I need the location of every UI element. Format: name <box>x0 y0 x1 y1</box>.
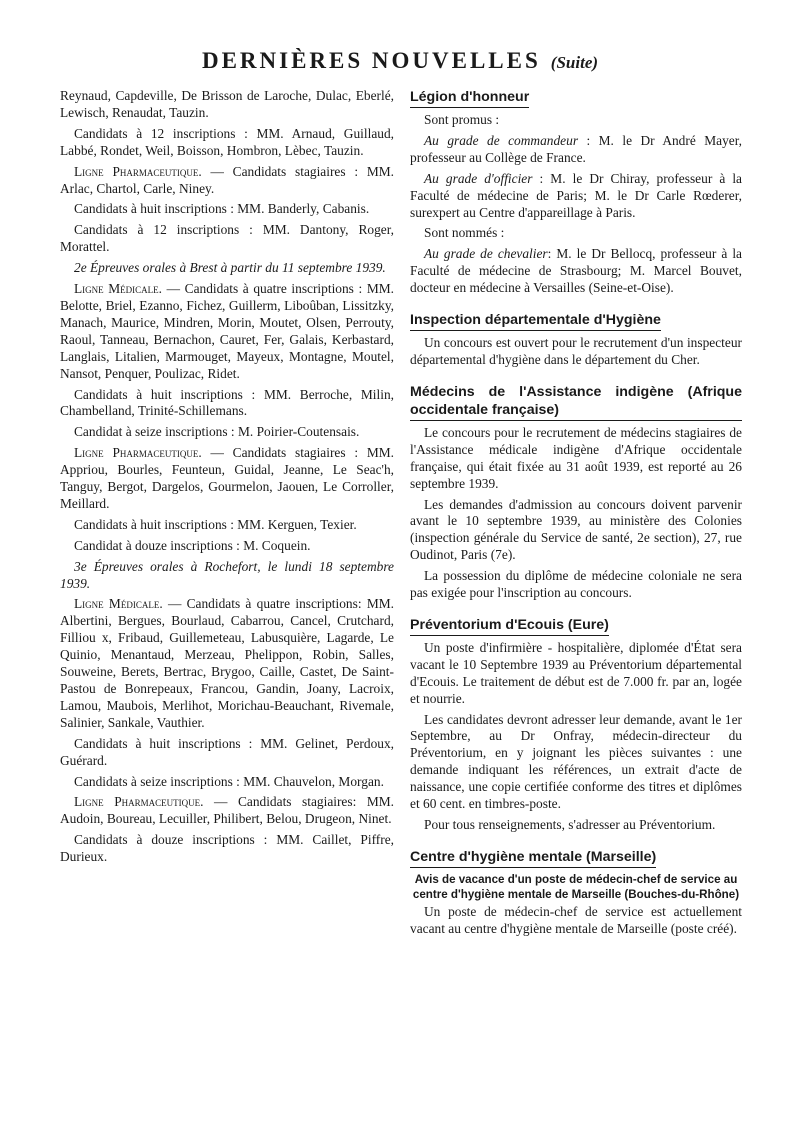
grade-label: Au grade d'officier <box>424 170 533 186</box>
para-text: : M. le Dr André Mayer, professeur au Collège de France. <box>410 132 742 165</box>
left-para-1: Reynaud, Capdeville, De Brisson de Laroche, Dulac, Eberlé, Lewisch, Renaudat, Tauzin. <box>60 88 394 120</box>
preventorium-para-2: Les candidates devront adresser leur demande, avant le 1er Septembre, au Dr Onfray, médecin-directeur du Préventorium, en y joignant les pièces suivantes : une demande indiquant les références, un extrait d'acte de naissance, une copie certifiée conforme des titres et diplômes et 60 cent. en timbres-poste. <box>410 711 742 812</box>
left-para-16: Candidats à douze inscriptions : MM. Caillet, Piffre, Durieux. <box>60 832 394 865</box>
line-label: Ligne Pharmaceutique. <box>74 794 204 810</box>
para-text: — Candidats à quatre inscriptions: MM. Albertini, Bergues, Bourlaud, Cabarrou, Cancel, Crutchard, Filliou x, Fribaud, Guillemeteau, Labusquière, Lagarde, Le Quinio, Menantaud, Merzeau, Phelippon, Robin, Salles, Souweine, Berets, Bertrac, Brygoo, Caille, Castet, De Saint-Pastou de Bonrepeaux, Francou, Gandin, Joany, Lacroix, Lamou, Maubois, Merlihot, Morichau-Beauchant, Rivemale, Salinier, Sankale, Vauthier. <box>60 596 394 730</box>
left-para-7: Candidats à huit inscriptions : MM. Berroche, Milin, Chambelland, Trinité-Schillemans. <box>60 386 394 419</box>
left-para-6 <box>60 281 394 382</box>
medecins-para-3: La possession du diplôme de médecine coloniale ne sera pas exigée pour l'inscription au concours. <box>410 568 742 601</box>
rochefort-heading: 3e Épreuves orales à Rochefort, le lundi 18 septembre 1939. <box>60 558 394 591</box>
grade-label: Au grade de commandeur <box>424 132 579 148</box>
line-label: Ligne Pharmaceutique. <box>74 163 202 179</box>
left-para-4: Candidats à huit inscriptions : MM. Banderly, Cabanis. <box>74 201 370 217</box>
medecins-para-2: Les demandes d'admission au concours doivent parvenir avant le 10 septembre 1939, au ministère des Colonies (inspection générale du Service de santé, 2e section), 27, rue Oudinot, Paris (7e). <box>410 496 742 563</box>
left-para-11: Candidat à douze inscriptions : M. Coquein. <box>74 537 311 553</box>
grade-label: Au grade de chevalier <box>424 246 548 262</box>
line-label: Ligne Pharmaceutique. <box>74 445 202 461</box>
legion-promus: Sont promus : <box>424 112 500 127</box>
section-title-legion: Légion d'honneur <box>410 88 529 108</box>
left-para-5: Candidats à 12 inscriptions : MM. Dantony, Roger, Morattel. <box>60 222 394 255</box>
line-label: Ligne Médicale. <box>74 281 163 297</box>
legion-officier <box>410 171 742 222</box>
page-title-text: DERNIÈRES NOUVELLES <box>201 48 541 73</box>
centre-para-1: Un poste de médecin-chef de service est actuellement vacant au centre d'hygiène mentale de Marseille (poste créé). <box>410 903 742 936</box>
left-column <box>60 88 394 870</box>
section-title-inspection: Inspection départementale d'Hygiène <box>410 311 661 331</box>
para-text: — Candidats stagiaires: MM. Audoin, Boureau, Lecuiller, Philibert, Belou, Drugeon, Ninet. <box>60 794 394 827</box>
left-para-15 <box>60 794 394 828</box>
left-para-3 <box>60 164 394 198</box>
left-para-2: Candidats à 12 inscriptions : MM. Arnaud, Guillaud, Labbé, Rondet, Weil, Boisson, Hombron, Lèbec, Tauzin. <box>60 125 394 158</box>
para-text: : M. le Dr Chiray, professeur à la Faculté de médecine de Paris; M. le Dr Carle Rœderer, surexpert au Centre d'appareillage à Paris. <box>410 170 742 220</box>
para-text: : M. le Dr Bellocq, professeur à la Faculté de médecine de Strasbourg; M. Marcel Bouvet, docteur en médecine à Versailles (Seine-et-Oise). <box>410 246 742 296</box>
preventorium-para-3: Pour tous renseignements, s'adresser au Préventorium. <box>424 817 716 832</box>
left-para-12 <box>60 596 394 731</box>
left-para-8: Candidat à seize inscriptions : M. Poirier-Coutensais. <box>74 424 360 440</box>
section-title-centre: Centre d'hygiène mentale (Marseille) <box>410 848 656 868</box>
page-title-suite: (Suite) <box>550 53 599 72</box>
left-para-13: Candidats à huit inscriptions : MM. Gelinet, Perdoux, Guérard. <box>60 735 394 768</box>
brest-heading: 2e Épreuves orales à Brest à partir du 11 septembre 1939. <box>74 260 386 276</box>
left-para-9 <box>60 445 394 513</box>
page-title <box>0 48 800 74</box>
centre-avis: Avis de vacance d'un poste de médecin-chef de service au centre d'hygiène mentale de Marseille (Bouches-du-Rhône) <box>412 872 740 901</box>
legion-commandeur <box>410 133 742 167</box>
line-label: Ligne Médicale. <box>74 596 163 612</box>
section-title-medecins: Médecins de l'Assistance indigène (Afrique occidentale française) <box>410 383 742 421</box>
para-text: — Candidats à quatre inscriptions : MM. Belotte, Briel, Ezanno, Fichez, Guillerm, Liboûban, Lissitzky, Manach, Maurice, Mindren, Morin, Moutet, Olsen, Perrouty, Raoul, Tanneau, Bernachon, Cauret, Fer, Galais, Kerbastard, Langlais, Litalien, Marmouget, Mayeux, Montagne, Moutel, Nansot, Penquer, Poulizac, Ridet. <box>60 281 394 381</box>
para-text: — Candidats stagiaires : MM. Appriou, Bourles, Feunteun, Guidal, Jeanne, Le Seac'h, Tanguy, Bergot, Dargelos, Gourmelon, Jaouen, Le Corroller, Meillard. <box>60 445 395 511</box>
preventorium-para-1: Un poste d'infirmière - hospitalière, diplomée d'État sera vacant le 10 Septembre 1939 au Préventorium départemental d'Ecouis. Le traitement de début est de 7.000 fr. par an, logée et nourrie. <box>410 639 742 706</box>
inspection-para-1: Un concours est ouvert pour le recrutement d'un inspecteur départemental d'hygiène dans le département du Cher. <box>410 335 742 367</box>
legion-nommes: Sont nommés : <box>424 225 505 241</box>
para-text: — Candidats stagiaires : MM. Arlac, Chartol, Carle, Niney. <box>60 163 395 196</box>
left-para-10: Candidats à huit inscriptions : MM. Kerguen, Texier. <box>74 516 357 532</box>
legion-chevalier <box>410 246 742 297</box>
right-column <box>410 88 742 942</box>
medecins-para-1: Le concours pour le recrutement de médecins stagiaires de l'Assistance médicale indigène d'Afrique occidentale française, qui était fixée au 31 août 1939, est reporté au 26 septembre 1939. <box>410 424 742 491</box>
left-para-14: Candidats à seize inscriptions : MM. Chauvelon, Morgan. <box>74 773 384 789</box>
section-title-preventorium: Préventorium d'Ecouis (Eure) <box>410 616 609 636</box>
